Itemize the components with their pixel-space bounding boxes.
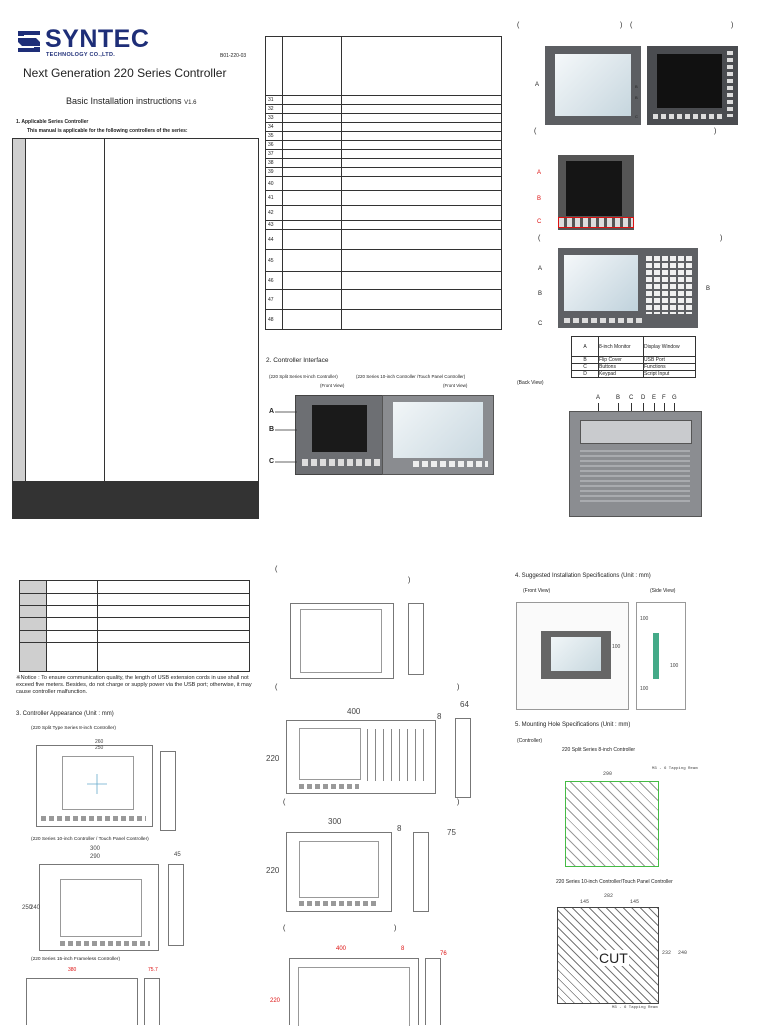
drawing-10inch-side: [168, 864, 184, 946]
row-number-cell: 36: [266, 141, 283, 150]
drawing-keypad-side: [455, 718, 471, 798]
index-cell: [20, 606, 47, 618]
logo-mark-icon: [16, 28, 42, 54]
dim-250b: 250: [22, 905, 33, 911]
dim-145b: 145: [630, 899, 640, 905]
port-cell: [47, 643, 98, 672]
dim-232: 232: [662, 950, 672, 956]
controller-8inch-callout-screen: [566, 161, 622, 216]
section2-left-caption: (220 Split Series 8-inch Controller): [269, 374, 338, 379]
table-row: [266, 96, 502, 105]
dim-240-cut: 240: [678, 950, 688, 956]
tr-label-a1: A: [535, 82, 540, 88]
index-cell: [20, 643, 47, 672]
controllers-table-continued: [265, 36, 502, 330]
dim-64: 64: [460, 700, 469, 709]
desc-cell: [342, 250, 502, 272]
model-cell: [283, 168, 342, 177]
row-number-cell: 34: [266, 123, 283, 132]
drawing-15inch-side: [144, 978, 160, 1025]
dim-260: 260: [95, 739, 104, 745]
desc-cell: [98, 643, 250, 672]
desc-cell: [342, 114, 502, 123]
port-cell: [47, 618, 98, 631]
desc-cell: [98, 581, 250, 594]
model-cell: [283, 177, 342, 191]
index-cell: [20, 594, 47, 606]
legend-left: 8-inch Monitor: [599, 337, 644, 357]
section4-front: (Front View): [523, 588, 551, 594]
table-row: [20, 643, 250, 672]
desc-cell: [105, 518, 259, 519]
tr-paren-8: ): [720, 235, 723, 242]
dim-100-front: 100: [612, 644, 621, 650]
legend-left: Flip Cover: [599, 357, 644, 364]
desc-cell: [342, 123, 502, 132]
controller-keypad-screen: [564, 255, 638, 311]
model-cell: [283, 272, 342, 290]
mid-paren-2: ): [408, 577, 411, 584]
drawing-10inch-front: [39, 864, 159, 951]
model-cell: [283, 96, 342, 105]
dim-8c: 8: [401, 946, 405, 952]
controller-10inch-dark: [647, 46, 738, 125]
tr-paren-3: (: [630, 22, 633, 29]
drawing-10inch-buttons: [60, 941, 150, 946]
row-number-cell: 35: [266, 132, 283, 141]
table-row: [20, 606, 250, 618]
row-number-cell: 39: [266, 168, 283, 177]
section5-sub: (Controller): [517, 738, 543, 744]
drawing-keypad-front: [286, 720, 436, 794]
desc-cell: [342, 221, 502, 230]
section3-caption3: (220 Series 15-inch Frameless Controller): [31, 957, 121, 962]
table-row: [266, 250, 502, 272]
dim-400b: 400: [336, 946, 347, 952]
table-row: [266, 221, 502, 230]
row-number-cell: 46: [266, 272, 283, 290]
back-port-label: F: [662, 395, 666, 401]
port-cell: [47, 606, 98, 618]
tap-note: M3 - 6 Tapping Ream: [652, 767, 698, 771]
controller-10inch-screen: [393, 402, 483, 458]
section5-heading: 5. Mounting Hole Specifications (Unit : mm): [515, 722, 631, 728]
model-cell: [283, 132, 342, 141]
dim-100-side-right: 100: [670, 663, 679, 669]
tr-label-b2: B: [635, 95, 638, 100]
drawing-keypad-screen: [299, 728, 361, 780]
table-row: [266, 272, 502, 290]
keypad-grid: [646, 256, 692, 314]
dim-220b: 220: [266, 866, 280, 875]
dim-282: 282: [604, 893, 614, 899]
subtitle-text: Basic Installation instructions: [66, 96, 182, 106]
legend-row: [572, 371, 696, 378]
section2-label-b: B: [269, 426, 275, 433]
desc-cell: [342, 105, 502, 114]
tr-paren-6: ): [714, 128, 717, 135]
row-number-cell: 40: [266, 177, 283, 191]
model-cell: [26, 139, 105, 482]
section2-heading: 2. Controller Interface: [266, 357, 329, 364]
table-row: [266, 191, 502, 206]
row-number-cell: 41: [266, 191, 283, 206]
index-cell: [20, 631, 47, 643]
header-blank-2: [283, 37, 342, 96]
drawing-8inch-front: [36, 745, 153, 827]
dim-100-side-top: 100: [640, 616, 649, 622]
model-cell: [26, 518, 105, 519]
table-row: [266, 105, 502, 114]
index-cell: [13, 518, 26, 519]
row-number-cell: 32: [266, 105, 283, 114]
row-number-cell: 47: [266, 290, 283, 310]
logo-subtitle: TECHNOLOGY CO.,LTD.: [46, 52, 116, 58]
row-number-cell: 37: [266, 150, 283, 159]
cut-label: CUT: [599, 950, 628, 966]
drawing-10inch-mid-side: [413, 832, 429, 912]
desc-cell: [342, 290, 502, 310]
model-cell: [283, 250, 342, 272]
legend-right: Display Window: [644, 337, 696, 357]
legend-key: C: [572, 364, 599, 371]
model-cell: [283, 123, 342, 132]
touch-panel-front: [545, 46, 641, 125]
legend-key: D: [572, 371, 599, 378]
table-row: [13, 518, 259, 519]
dim-380: 380: [68, 967, 77, 973]
index-cell: [13, 139, 26, 482]
row-number-cell: 45: [266, 250, 283, 272]
row-number-cell: 44: [266, 230, 283, 250]
section3-heading: 3. Controller Appearance (Unit : mm): [16, 711, 114, 717]
drawing-15inch-mid-front: [289, 958, 419, 1025]
desc-cell: [98, 618, 250, 631]
drawing-keypad-buttons: [299, 784, 359, 789]
controller-8inch-screen: [312, 405, 367, 452]
install-side-controller: [653, 633, 659, 679]
desc-cell: [342, 132, 502, 141]
legend-row: [572, 337, 696, 357]
tr-label-c3: C: [538, 321, 543, 327]
mid-paren-1: (: [275, 566, 278, 573]
desc-cell: [342, 191, 502, 206]
desc-cell: [342, 150, 502, 159]
row-number-cell: 31: [266, 96, 283, 105]
drawing-8inch-side: [160, 751, 176, 831]
mid-paren-3: (: [275, 684, 278, 691]
dim-220: 220: [266, 754, 280, 763]
tr-label-a3: A: [538, 266, 543, 272]
port-cell: [47, 594, 98, 606]
header-blank-3: [342, 37, 502, 96]
controller-back-view: [569, 411, 702, 517]
model-cell: [283, 114, 342, 123]
dim-100-side-bottom: 100: [640, 686, 649, 692]
section5-cap2: 220 Series 10-inch Controller/Touch Panel Controller: [556, 879, 673, 885]
dim-240: 240: [30, 905, 41, 911]
tr-paren-2: ): [620, 22, 623, 29]
table-row: [266, 206, 502, 221]
tap-note-2: M3 - 6 Tapping Ream: [612, 1006, 658, 1010]
desc-cell: [342, 168, 502, 177]
tr-paren-1: (: [517, 22, 520, 29]
table-row: [266, 168, 502, 177]
drawing-8inch-cutout: [290, 603, 394, 679]
table-row: [20, 618, 250, 631]
table-row: [266, 159, 502, 168]
mid-paren-8: ): [394, 925, 397, 932]
desc-cell: [105, 139, 259, 482]
table-row: [266, 141, 502, 150]
desc-cell: [98, 606, 250, 618]
tr-label-c2: C: [537, 219, 542, 225]
dim-250: 250: [95, 745, 104, 751]
dim-75: 75: [447, 828, 456, 837]
legend-key: B: [572, 357, 599, 364]
install-front-controller: [541, 631, 611, 679]
back-port-label: E: [652, 395, 657, 401]
back-port-label: A: [596, 395, 601, 401]
desc-cell: [342, 230, 502, 250]
section2-arrows: [275, 405, 300, 465]
tr-label-a2: A: [537, 170, 542, 176]
tr-label-b5: B: [706, 286, 711, 292]
controller-keypad-front: [558, 248, 698, 328]
tr-paren-7: (: [538, 235, 541, 242]
drawing-8inch-buttons: [41, 816, 146, 821]
tr-label-b1: B: [635, 84, 638, 89]
section5-cap1: 220 Split Series 8-inch Controller: [562, 747, 636, 753]
section1-note: This manual is applicable for the following controllers of the series:: [27, 128, 188, 134]
model-cell: [283, 150, 342, 159]
model-cell: [283, 206, 342, 221]
back-port-label: D: [641, 395, 646, 401]
usb-notice: ※Notice : To ensure communication quality, the length of USB extension cords in use shall not exceed five meters. Besides, do not charge or supply power via the USB port; otherwise, it may cause controller malfunction.: [16, 675, 252, 695]
legend-row: [572, 364, 696, 371]
model-cell: [283, 230, 342, 250]
table-row: [266, 177, 502, 191]
drawing-15inch-mid-side: [425, 958, 441, 1025]
legend-key: A: [572, 337, 599, 357]
table-row: [20, 594, 250, 606]
legend-right: USB Port: [644, 357, 696, 364]
drawing-keypad-keys: [367, 729, 429, 781]
usb-table: [19, 580, 250, 672]
dim-220c: 220: [270, 998, 281, 1004]
table-row: [266, 290, 502, 310]
version-text: V1.6: [184, 100, 197, 106]
section4-side: (Side View): [650, 588, 676, 594]
table-row: [266, 114, 502, 123]
desc-cell: [342, 141, 502, 150]
dim-300c: 300: [328, 817, 342, 826]
dim-400: 400: [347, 707, 361, 716]
mid-paren-6: ): [457, 799, 460, 806]
desc-cell: [342, 177, 502, 191]
legend-right: Functions: [644, 364, 696, 371]
back-port-label: G: [672, 395, 677, 401]
drawing-cutout-inner: [300, 609, 382, 673]
back-port-strip: [580, 420, 692, 444]
table-row: [266, 123, 502, 132]
tr-paren-5: (: [534, 128, 537, 135]
syntec-logo: [14, 25, 150, 61]
legend-row: [572, 357, 696, 364]
section2-label-a: A: [269, 408, 275, 415]
legend-left: Buttons: [599, 364, 644, 371]
tr-label-c1: C: [635, 114, 638, 119]
touch-panel-screen: [555, 54, 631, 116]
back-port-label: C: [629, 395, 634, 401]
legend-left: Keypad: [599, 371, 644, 378]
row-number-cell: 33: [266, 114, 283, 123]
controller-10inch-front: [382, 395, 494, 475]
table-row: [266, 132, 502, 141]
dim-8: 8: [437, 712, 442, 721]
doc-code: B01-220-03: [220, 53, 247, 59]
section2-label-c: C: [269, 458, 275, 465]
dim-290: 290: [90, 854, 101, 860]
dim-45: 45: [174, 852, 181, 858]
desc-cell: [342, 206, 502, 221]
bottom-button-row: [653, 114, 723, 119]
logo-wordmark: SYNTEC: [45, 25, 150, 53]
drawing-10inch-mid-buttons: [299, 901, 379, 906]
dim-76: 76: [440, 951, 447, 957]
side-button-column: [727, 51, 733, 117]
tr-label-b3: B: [537, 196, 542, 202]
drawing-15inch-front: [26, 978, 138, 1025]
model-cell: [283, 221, 342, 230]
install-front-area: [516, 602, 629, 710]
table-row: [20, 631, 250, 643]
back-heatsink: [580, 450, 690, 505]
port-cell: [47, 581, 98, 594]
callout-button-row: [558, 217, 634, 228]
drawing-10inch-mid-screen: [299, 841, 379, 898]
install-front-screen: [551, 637, 601, 671]
drawing-10inch-mid-front: [286, 832, 392, 912]
section1-heading: 1. Applicable Series Controller: [16, 119, 89, 125]
desc-cell: [98, 594, 250, 606]
section2-right-view: (Front View): [443, 383, 468, 388]
keypad-bottom-buttons: [564, 318, 644, 323]
controller-10inch-dark-screen: [657, 54, 722, 108]
page-title: Next Generation 220 Series Controller: [23, 66, 227, 80]
desc-cell: [342, 96, 502, 105]
page-subtitle: [66, 96, 196, 106]
desc-cell: [342, 310, 502, 330]
applicable-controllers-table: [12, 138, 259, 519]
section3-caption2: (220 Series 10-inch Controller / Touch Panel Controller): [31, 837, 149, 842]
tr-paren-4: ): [731, 22, 734, 29]
model-cell: [283, 191, 342, 206]
model-cell: [283, 141, 342, 150]
tr-label-b4: B: [538, 291, 543, 297]
section2-left-view: (Front View): [320, 383, 345, 388]
controller-8inch-front: [295, 395, 385, 475]
controller-8inch-callout: [558, 155, 634, 230]
table-row: [266, 150, 502, 159]
row-number-cell: 43: [266, 221, 283, 230]
mid-paren-4: ): [457, 684, 460, 691]
dim-145a: 145: [580, 899, 590, 905]
crosshair-icon: [87, 774, 107, 794]
legend-right: Script Input: [644, 371, 696, 378]
section3-caption1: (220 Split Type Series 8-inch Controller): [31, 726, 116, 731]
legend-table: [571, 336, 696, 378]
model-cell: [283, 310, 342, 330]
row-number-cell: 48: [266, 310, 283, 330]
dim-300: 300: [90, 846, 101, 852]
table-header-row: [266, 37, 502, 96]
index-cell: [20, 581, 47, 594]
row-number-cell: 42: [266, 206, 283, 221]
index-cell: [20, 618, 47, 631]
table-row: [13, 139, 259, 482]
controller-8inch-button-row: [302, 459, 380, 466]
table-row: [266, 230, 502, 250]
desc-cell: [342, 159, 502, 168]
port-cell: [47, 631, 98, 643]
row-number-cell: 38: [266, 159, 283, 168]
back-port-label: B: [616, 395, 621, 401]
model-cell: [283, 105, 342, 114]
back-view-label: (Back View): [517, 380, 544, 386]
section4-heading: 4. Suggested Installation Specifications (Unit : mm): [515, 573, 651, 579]
model-cell: [283, 290, 342, 310]
drawing-8inch-cutout-side: [408, 603, 424, 675]
table-row: [20, 581, 250, 594]
controller-10inch-button-row: [413, 461, 488, 467]
table-row: [266, 310, 502, 330]
mid-paren-5: (: [283, 799, 286, 806]
mounting-cut-8inch: [565, 781, 659, 867]
section2-right-caption: (220 Series 10-inch Controller /Touch Panel Controller): [356, 374, 466, 379]
dim-8b: 8: [397, 824, 402, 833]
drawing-15inch-mid-screen: [298, 967, 410, 1026]
drawing-10inch-screen: [60, 879, 142, 937]
desc-cell: [98, 631, 250, 643]
dim-290-cut: 290: [603, 771, 613, 777]
model-cell: [283, 159, 342, 168]
mid-paren-7: (: [283, 925, 286, 932]
desc-cell: [342, 272, 502, 290]
header-blank: [266, 37, 283, 96]
dim-75-7: 75.7: [148, 967, 158, 973]
